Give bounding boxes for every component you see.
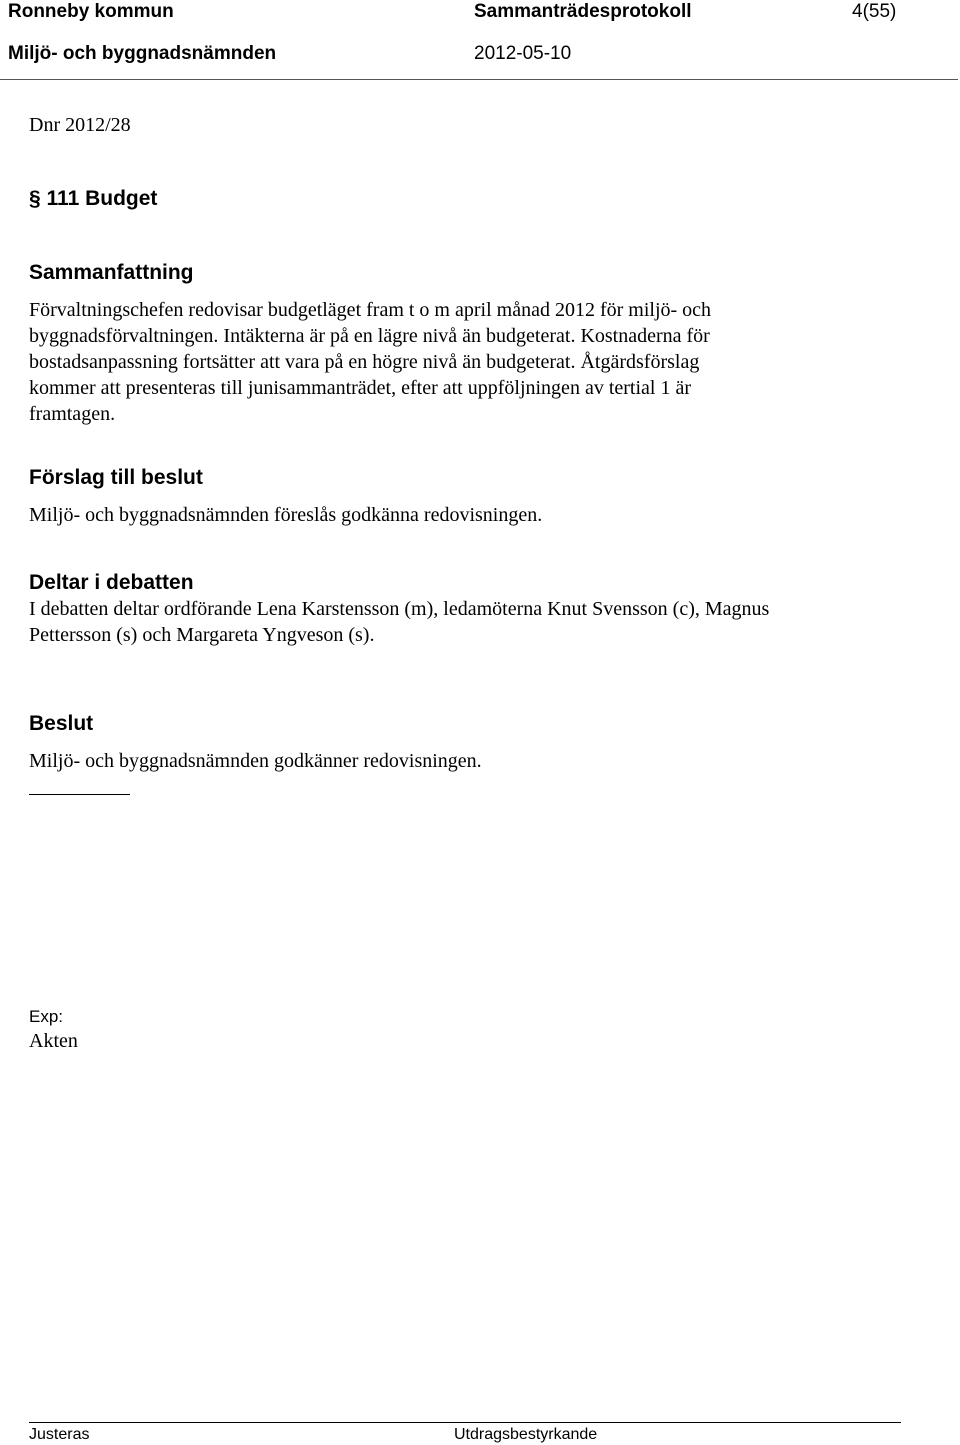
summary-line: bostadsanpassning fortsätter att vara på en högre nivå än budgeterat. Åtgärdsförslag xyxy=(29,351,700,373)
footer-extract-certification-label: Utdragsbestyrkande xyxy=(454,1426,598,1443)
proposal-heading: Förslag till beslut xyxy=(29,466,203,489)
footer-rule xyxy=(29,1422,901,1423)
dispatch-label: Exp: xyxy=(29,1007,64,1026)
summary-line: kommer att presenteras till junisammanträdet, efter att uppföljningen av tertial 1 är xyxy=(29,377,691,399)
summary-heading: Sammanfattning xyxy=(29,261,194,284)
summary-line: Förvaltningschefen redovisar budgetläget fram t o m april månad 2012 för miljö- och xyxy=(29,299,712,321)
decision-text: Miljö- och byggnadsnämnden godkänner redovisningen. xyxy=(29,750,482,772)
meeting-date: 2012-05-10 xyxy=(474,43,572,64)
municipality-name: Ronneby kommun xyxy=(8,1,174,22)
summary-line: framtagen. xyxy=(29,403,116,425)
debate-line: Pettersson (s) och Margareta Yngveson (s). xyxy=(29,624,375,646)
summary-line: byggnadsförvaltningen. Intäkterna är på en lägre nivå än budgeterat. Kostnaderna för xyxy=(29,325,710,347)
diary-number: Dnr 2012/28 xyxy=(29,114,131,136)
proposal-text: Miljö- och byggnadsnämnden föreslås godkänna redovisningen. xyxy=(29,504,543,526)
debate-paragraph xyxy=(29,596,929,648)
debate-heading: Deltar i debatten xyxy=(29,571,194,594)
debate-line: I debatten deltar ordförande Lena Karstensson (m), ledamöterna Knut Svensson (c), Magnus xyxy=(29,598,770,620)
decision-end-rule xyxy=(29,794,130,795)
dispatch-recipient: Akten xyxy=(29,1030,78,1052)
summary-paragraph xyxy=(29,297,929,427)
committee-name: Miljö- och byggnadsnämnden xyxy=(8,43,277,64)
page-number: 4(55) xyxy=(852,1,897,22)
decision-heading: Beslut xyxy=(29,712,94,735)
section-symbol: § xyxy=(29,187,41,210)
header-rule xyxy=(0,79,958,80)
footer-justeras-label: Justeras xyxy=(29,1426,90,1443)
section-title xyxy=(29,186,157,212)
document-type: Sammanträdesprotokoll xyxy=(474,1,692,22)
section-title-text: 111 Budget xyxy=(46,187,158,210)
